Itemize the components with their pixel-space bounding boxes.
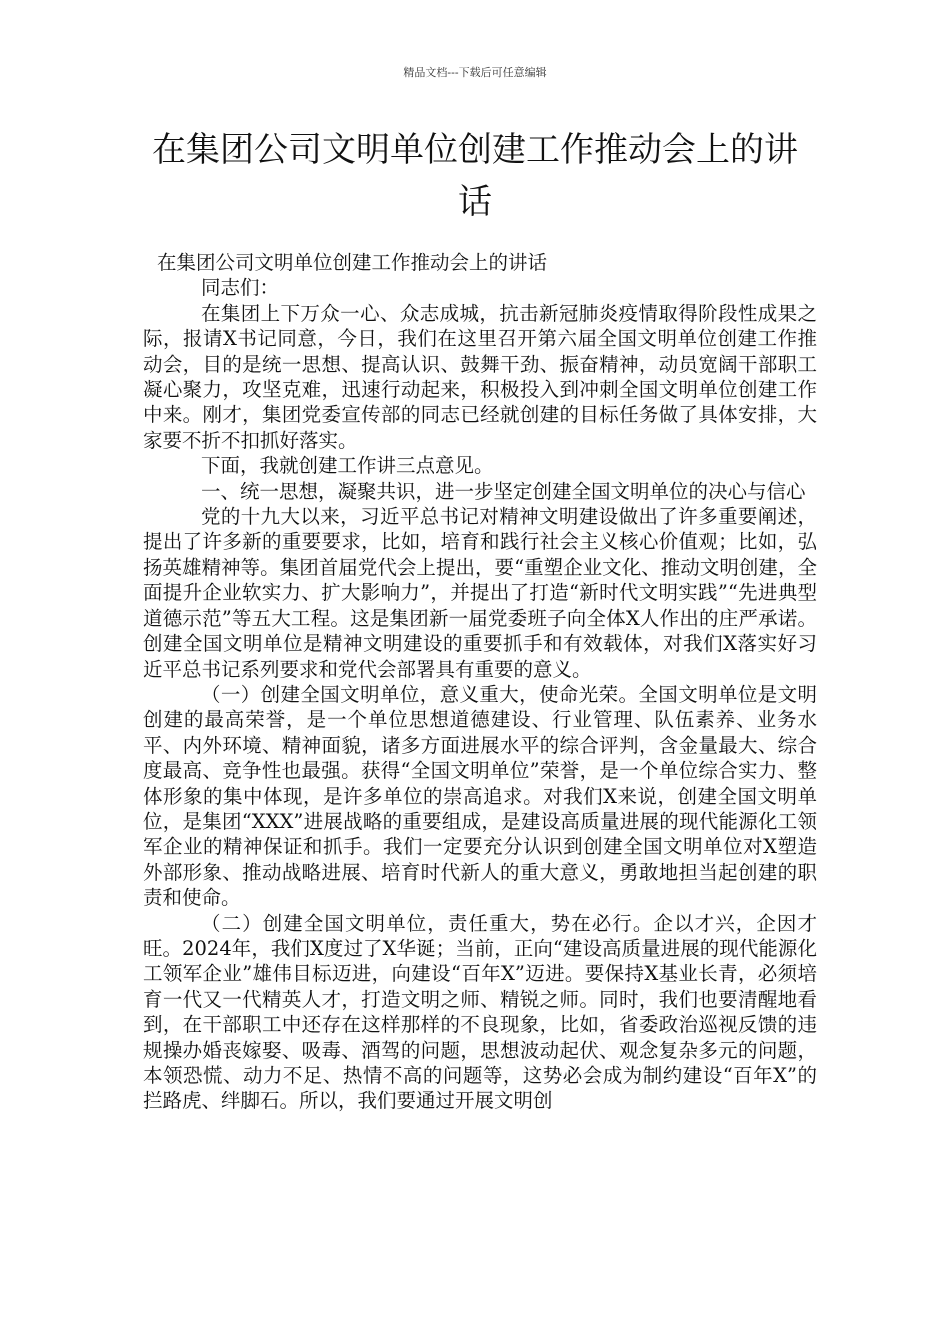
paragraph: 下面，我就创建工作讲三点意见。 <box>201 454 494 478</box>
section-heading: 一、统一思想，凝聚共识，进一步坚定创建全国文明单位的决心与信心 <box>201 479 806 503</box>
paragraph: （一）创建全国文明单位，意义重大，使命光荣。全国文明单位是文明创建的最高荣誉，是一个单位思想道德建设、行业管理、队伍素养、业务水平、内外环境、精神面貌，诸多方面进展水平的综合评判，含金量最大、综合度最高、竞争性也最强。获得“全国文明单位”荣誉，是一个单位综合实力、整体形象的集中体现，是许多单位的崇高追求。对我们X来说，创建全国文明单位，是集团“XXX”进展战略的重要组成，是建设高质量进展的现代能源化工领军企业的精神保证和抓手。我们一定要充分认识到创建全国文明单位对X塑造外部形象、推动战略进展、培育时代新人的重大意义，勇敢地担当起创建的职责和使命。 <box>143 682 817 910</box>
salutation: 同志们： <box>201 276 280 300</box>
document-body <box>143 250 817 1114</box>
body-subtitle: 在集团公司文明单位创建工作推动会上的讲话 <box>157 251 548 274</box>
paragraph: 在集团上下万众一心、众志成城，抗击新冠肺炎疫情取得阶段性成果之际，报请X书记同意，今日，我们在这里召开第六届全国文明单位创建工作推动会，目的是统一思想、提高认识、鼓舞干劲、振奋精神，动员宽阔干部职工凝心聚力，攻坚克难，迅速行动起来，积极投入到冲刺全国文明单位创建工作中来。刚才，集团党委宣传部的同志已经就创建的目标任务做了具体安排，大家要不折不扣抓好落实。 <box>143 301 817 452</box>
page-header: 精品文档---下载后可任意编辑 <box>403 66 547 79</box>
document-title: 在集团公司文明单位创建工作推动会上的讲话 <box>152 130 798 222</box>
paragraph: （二）创建全国文明单位，责任重大，势在必行。企以才兴，企因才旺。2024年，我们X度过了X华诞；当前，正向“建设高质量进展的现代能源化工领军企业”雄伟目标迈进，向建设“百年X”迈进。要保持X基业长青，必须培育一代又一代精英人才，打造文明之师、精锐之师。同时，我们也要清醒地看到，在干部职工中还存在这样那样的不良现象，比如，省委政治巡视反馈的违规操办婚丧嫁娶、吸毒、酒驾的问题，思想波动起伏、观念复杂多元的问题，本领恐慌、动力不足、热情不高的问题等，这势必会成为制约建设“百年X”的拦路虎、绊脚石。所以，我们要通过开展文明创 <box>143 911 817 1113</box>
paragraph: 党的十九大以来，习近平总书记对精神文明建设做出了许多重要阐述，提出了许多新的重要要求，比如，培育和践行社会主义核心价值观；比如，弘扬英雄精神等。集团首届党代会上提出，要“重塑企业文化、推动文明创建，全面提升企业软实力、扩大影响力”，并提出了打造“新时代文明实践”“先进典型道德示范”等五大工程。这是集团新一届党委班子向全体X人作出的庄严承诺。创建全国文明单位是精神文明建设的重要抓手和有效载体，对我们X落实好习近平总书记系列要求和党代会部署具有重要的意义。 <box>143 505 817 681</box>
